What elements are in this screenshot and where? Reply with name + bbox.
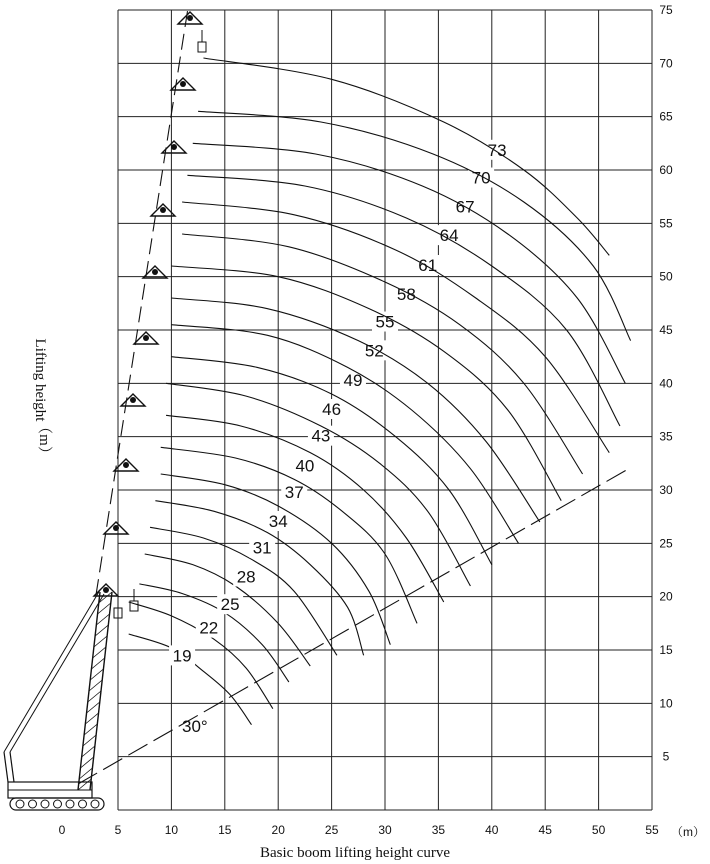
y-tick-label: 15	[659, 643, 673, 657]
crane-track-wheel	[29, 800, 37, 808]
curve-label: 58	[396, 284, 416, 304]
x-axis-unit: （m）	[671, 825, 705, 839]
curve-37	[161, 474, 391, 645]
y-tick-label: 5	[662, 749, 670, 764]
crane-track-wheel	[66, 800, 74, 808]
curve-label: 67	[455, 197, 475, 217]
jib-head-pin	[143, 335, 149, 341]
y-tick-label: 45	[659, 323, 673, 337]
crane-boom-lacing	[82, 746, 95, 757]
x-tick-label: 50	[591, 823, 606, 837]
crane-track-wheel	[91, 800, 99, 808]
curve-label: 31	[252, 538, 272, 558]
angle-line-group	[78, 8, 630, 784]
curve-label: 55	[375, 312, 395, 332]
crane-track-wheel	[16, 800, 24, 808]
y-tick-label: 20	[659, 589, 673, 604]
x-axis-title: Basic boom lifting height curve	[260, 845, 450, 861]
curve-label: 37	[284, 483, 304, 503]
angle-label: 30°	[182, 717, 208, 736]
jib-head-pin	[152, 269, 158, 275]
curve-label: 34	[268, 512, 288, 531]
crane-boom-lacing	[98, 603, 111, 614]
x-tick-label: 5	[114, 823, 122, 837]
jib-head-pin	[180, 81, 186, 87]
x-tick-labels	[59, 823, 659, 837]
crane-track-wheel	[54, 800, 62, 808]
x-tick-label: 20	[271, 823, 285, 837]
y-tick-label: 50	[659, 269, 673, 284]
y-axis-unit: （m）	[36, 419, 52, 461]
curve-label: 19	[172, 646, 192, 666]
boom-angle-line	[96, 8, 188, 595]
x-tick-label: 40	[485, 823, 499, 837]
jib-head-pin	[160, 207, 166, 213]
crane-mast	[10, 752, 14, 782]
curve-46	[166, 383, 470, 586]
curve-label: 46	[322, 400, 342, 419]
curve-label: 52	[364, 341, 384, 361]
crane-boom-lacing	[80, 757, 93, 768]
curve-34	[155, 501, 363, 656]
crane-track-wheel	[41, 800, 49, 808]
x-tick-label: 0	[58, 823, 66, 837]
curve-label: 70	[471, 168, 491, 188]
curve-52	[171, 325, 518, 544]
curve-label: 61	[418, 256, 438, 275]
grid	[118, 10, 652, 810]
angle-line-30deg	[78, 468, 630, 784]
crane-boom-lacing	[99, 592, 112, 603]
curve-top	[203, 58, 609, 255]
hook-icon	[198, 42, 206, 52]
crane-boom-lacing	[96, 614, 109, 625]
y-tick-label: 10	[659, 696, 673, 711]
curves	[129, 58, 631, 725]
y-tick-label: 55	[659, 216, 673, 231]
crane-boom-lacing	[95, 625, 108, 636]
x-tick-label: 25	[324, 823, 339, 837]
crane-boom-lacing	[84, 724, 97, 735]
crane-boom-lacing	[85, 713, 98, 724]
y-tick-label: 70	[659, 56, 673, 71]
curve-70	[193, 140, 626, 383]
x-tick-label: 45	[538, 823, 552, 837]
y-tick-label: 30	[659, 483, 673, 497]
crane-mast	[4, 752, 8, 782]
y-tick-label: 60	[659, 163, 673, 177]
x-tick-label: 10	[164, 823, 179, 837]
jib-head-pin	[130, 397, 136, 403]
x-tick-label: 35	[431, 823, 446, 837]
crane-boom-lacing	[83, 735, 96, 746]
y-tick-label: 65	[659, 109, 673, 124]
curve-label: 28	[236, 567, 256, 587]
crane-boom-lacing	[87, 702, 100, 713]
crane-track-wheel	[79, 800, 87, 808]
jib-head-pin	[123, 462, 129, 468]
curve-label: 25	[220, 595, 240, 615]
y-tick-label: 40	[659, 376, 673, 391]
y-tick-label: 25	[659, 536, 673, 551]
curve-label: 49	[343, 371, 363, 391]
x-tick-label: 30	[378, 823, 392, 837]
crane-boom-lacing	[94, 636, 107, 647]
x-tick-label: 55	[645, 823, 659, 837]
curve-label: 22	[199, 618, 219, 638]
curve-label: 64	[439, 226, 459, 246]
crane-boom-lacing	[93, 647, 106, 658]
x-tick-label: 15	[218, 823, 232, 837]
crane-boom-lacing	[89, 680, 102, 691]
y-tick-label: 35	[659, 429, 673, 444]
curve-73	[198, 111, 631, 340]
crane-boom-lacing	[88, 691, 101, 702]
crane-boom-lacing	[91, 658, 104, 669]
crane-pendant	[10, 594, 104, 752]
y-axis-title: Lifting height	[32, 338, 48, 422]
jib-head-pin	[187, 15, 193, 21]
jib-head-pin	[113, 525, 119, 531]
curve-43	[166, 415, 444, 602]
jib-head-pin	[103, 587, 109, 593]
y-tick-label: 75	[659, 3, 673, 17]
curve-label: 40	[295, 456, 315, 476]
jib-head-pin	[171, 144, 177, 150]
crane-boom-lacing	[90, 669, 103, 680]
curve-label: 43	[311, 426, 331, 446]
curve-label: 73	[487, 140, 507, 160]
y-tick-labels	[659, 3, 673, 764]
